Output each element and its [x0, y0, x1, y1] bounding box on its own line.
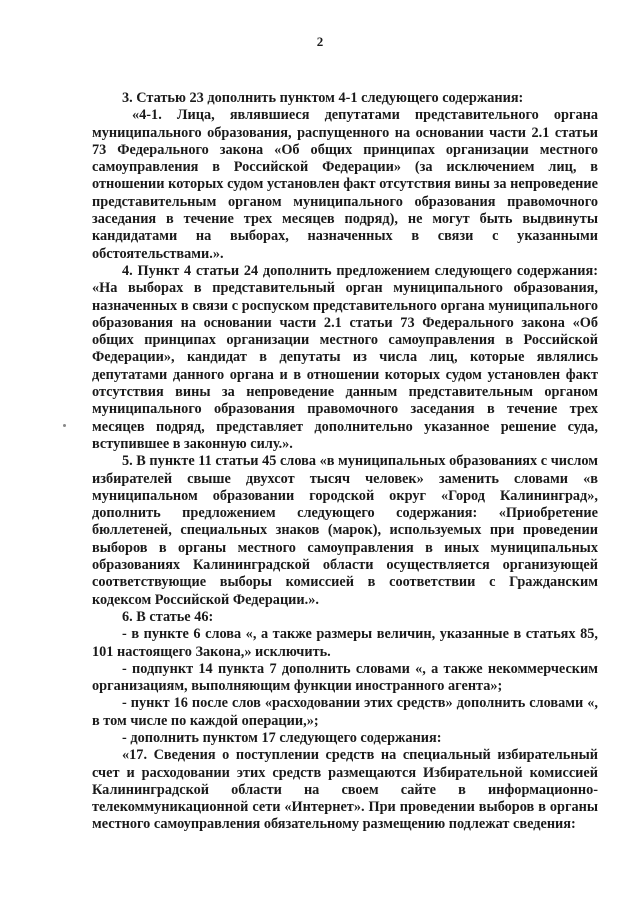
- list-item-point-16: - пункт 16 после слов «расходовании этих средств» дополнить словами «, в том числе по каждой операции,»;: [92, 695, 598, 729]
- paragraph-article-45: 5. В пункте 11 статьи 45 слова «в муниципальных образованиях с числом избирателей свыше двухсот тысяч человек» заменить словами «в муниципальном образовании городской округ «Город Калининград», дополнить предложением следующего содержания: «Приобретение бюллетеней, специальных знаков (марок), используемых при проведении выборов в органы местного самоуправления в иных муниципальных образованиях Калининградской области осуществляется организующей соответствующие выборы комиссией в соответствии с Гражданским кодексом Российской Федерации.».: [92, 453, 598, 608]
- paragraph-point-4-1: «4-1. Лица, являвшиеся депутатами представительного органа муниципального образования, распущенного на основании части 2.1 статьи 73 Федерального закона «Об общих принципах организации местного самоуправления в Российской Федерации» (за исключением лиц, в отношении которых судом установлен факт отсутствия вины за непроведение представительным органом муниципального образования правомочного заседания в течение трех месяцев подряд), не могут быть выдвинуты кандидатами на выборах, назначенных в связи с указанными обстоятельствами.».: [92, 107, 598, 262]
- margin-mark: [63, 424, 66, 427]
- list-item-add-point-17: - дополнить пунктом 17 следующего содержания:: [122, 729, 442, 746]
- list-item-subpoint-14: - подпункт 14 пункта 7 дополнить словами «, а также некоммерческим организациям, выполняющим функции иностранного агента»;: [92, 660, 598, 695]
- document-body: [92, 90, 598, 834]
- paragraph-article-23: 3. Статью 23 дополнить пунктом 4-1 следующего содержания:: [122, 90, 524, 106]
- paragraph-article-24: 4. Пункт 4 статьи 24 дополнить предложением следующего содержания: «На выборах в представительный орган муниципального образования, назначенных в связи с роспуском представительного органа муниципального образования на основании части 2.1 статьи 73 Федерального закона «Об общих принципах организации местного самоуправления в Российской Федерации», кандидат в депутаты из числа лиц, которые являлись депутатами данного органа и в отношении которых судом установлен факт отсутствия вины за непроведение данным представительным органом муниципального образования правомочного заседания в течение трех месяцев подряд, представляет дополнительно указанное решение суда, вступившее в законную силу.».: [92, 262, 598, 452]
- paragraph-article-46: 6. В статье 46:: [122, 608, 214, 625]
- paragraph-point-17: «17. Сведения о поступлении средств на специальный избирательный счет и расходовании этих средств размещаются Избирательной комиссией Калининградской области на своем сайте в информационно-телекоммуникационной сети «Интернет». При проведении выборов в органы местного самоуправления обязательному размещению подлежат сведения:: [92, 747, 598, 833]
- page-number: 2: [316, 34, 324, 49]
- list-item-point-6: - в пункте 6 слова «, а также размеры величин, указанные в статьях 85, 101 настоящего Закона,» исключить.: [92, 626, 598, 660]
